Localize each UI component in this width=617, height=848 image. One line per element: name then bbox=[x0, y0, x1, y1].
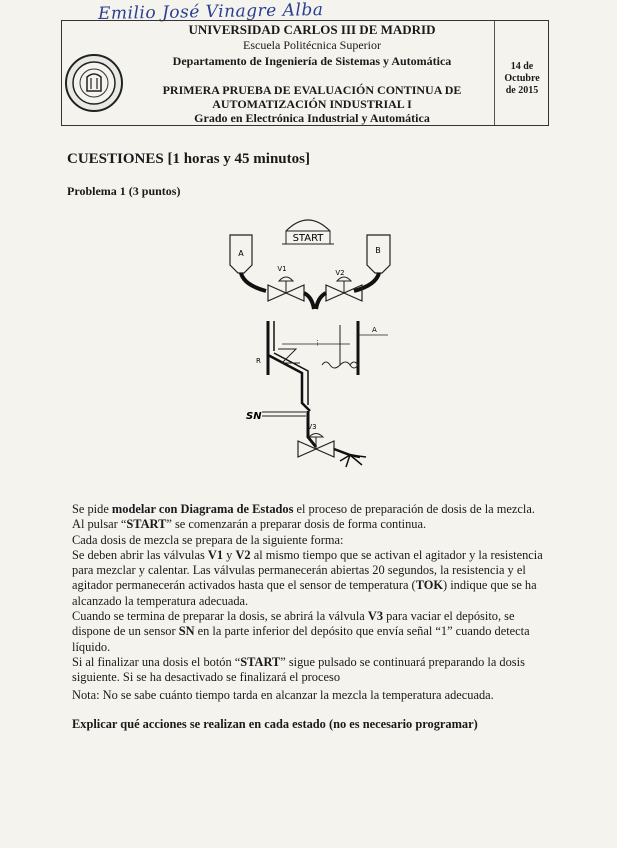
date-year: de 2015 bbox=[505, 85, 539, 96]
text-run: Cada dosis de mezcla se prepara de la siguiente forma: bbox=[72, 532, 344, 547]
exam-header bbox=[61, 20, 549, 126]
svg-text:⋮: ⋮ bbox=[314, 339, 321, 347]
sensor-sn bbox=[246, 411, 306, 422]
section-title: CUESTIONES [1 horas y 45 minutos] bbox=[67, 151, 310, 167]
bold-text-run: START bbox=[126, 517, 167, 532]
text-run: el proceso de preparación de dosis de la mezcla. bbox=[293, 502, 535, 516]
text-run: para vaciar el depósito, se dispone de un sensor bbox=[72, 609, 515, 639]
valve-v2-label: V2 bbox=[335, 269, 345, 277]
text-run: Cuando se termina de preparar la dosis, se abrirá la válvula bbox=[72, 609, 368, 624]
sensor-label: SN bbox=[246, 411, 262, 422]
valve-v2 bbox=[326, 269, 362, 301]
statement-paragraph bbox=[72, 533, 550, 548]
date-month: Octubre bbox=[504, 73, 540, 84]
valve-v3 bbox=[298, 423, 334, 457]
tank-b bbox=[367, 235, 390, 273]
problem-title: Problema 1 (3 puntos) bbox=[67, 184, 181, 198]
bold-text-run: V1 bbox=[207, 547, 224, 562]
university-name: UNIVERSIDAD CARLOS III DE MADRID bbox=[188, 22, 436, 37]
bold-text-run: TOK bbox=[415, 578, 444, 593]
text-run: y bbox=[223, 547, 236, 562]
mixing-tank bbox=[268, 321, 388, 411]
university-seal-icon bbox=[64, 53, 124, 113]
start-button-symbol bbox=[282, 220, 334, 244]
statement-paragraph bbox=[72, 655, 550, 686]
text-run: Al pulsar “ bbox=[72, 517, 127, 532]
valve-v3-label: V3 bbox=[307, 423, 317, 431]
agitator bbox=[314, 325, 358, 368]
valve-v1 bbox=[268, 265, 304, 301]
agitator-label: A bbox=[372, 326, 377, 334]
process-diagram bbox=[222, 205, 422, 470]
bold-text-run: V2 bbox=[235, 547, 251, 562]
bold-text-run: V3 bbox=[367, 609, 384, 624]
closing-instruction: Explicar qué acciones se realizan en cada estado (no es necesario programar) bbox=[72, 717, 478, 731]
degree-name: Grado en Electrónica Industrial y Automática bbox=[194, 111, 430, 125]
school-name: Escuela Politécnica Superior bbox=[243, 38, 381, 52]
resistor-label: R bbox=[256, 357, 261, 365]
text-run: Si al finalizar una dosis el botón “ bbox=[72, 654, 241, 669]
bold-text-run: modelar con Diagrama de Estados bbox=[111, 502, 294, 516]
statement-paragraph bbox=[72, 548, 550, 609]
valve-v1-label: V1 bbox=[277, 265, 287, 273]
resistor-r bbox=[256, 349, 300, 365]
statement-paragraph bbox=[72, 517, 550, 532]
tank-b-label: B bbox=[375, 246, 381, 255]
text-run: ” se comenzarán a preparar dosis de forma continua. bbox=[166, 517, 427, 532]
text-run: ” sigue pulsado se continuará preparando la dosis siguiente. Si se ha desactivado se finalizará el proceso bbox=[72, 654, 525, 685]
exam-title-line2: AUTOMATIZACIÓN INDUSTRIAL I bbox=[212, 97, 412, 111]
statement-paragraph bbox=[72, 502, 550, 517]
bold-text-run: START bbox=[240, 654, 281, 669]
exam-date bbox=[496, 61, 548, 97]
text-run: al mismo tiempo que se activan el agitador y la resistencia para mezclar y calentar. Las válvulas permanecerán abiertas 20 segundos, la resistencia y el agitador permanecerán activados hasta que el sensor de temperatura ( bbox=[72, 547, 543, 593]
note-text: Nota: No se sabe cuánto tiempo tarda en alcanzar la mezcla la temperatura adecuada. bbox=[72, 688, 494, 702]
handwritten-student-name: Emilio José Vinagre Alba bbox=[97, 0, 324, 24]
statement-paragraph bbox=[72, 609, 550, 655]
bold-text-run: SN bbox=[178, 624, 195, 639]
text-run: Se deben abrir las válvulas bbox=[72, 547, 208, 562]
tank-a bbox=[230, 235, 252, 273]
start-label: START bbox=[292, 233, 324, 244]
problem-statement bbox=[72, 502, 550, 686]
department-name: Departamento de Ingeniería de Sistemas y Automática bbox=[172, 54, 452, 68]
exam-title-line1: PRIMERA PRUEBA DE EVALUACIÓN CONTINUA DE bbox=[162, 83, 462, 97]
text-run: ) indique que se ha alcanzado la temperatura adecuada. bbox=[72, 578, 537, 608]
date-day: 14 de bbox=[510, 61, 534, 72]
tank-a-label: A bbox=[238, 249, 244, 258]
text-run: en la parte inferior del depósito que envía señal “1” cuando detecta líquido. bbox=[72, 624, 530, 654]
text-run: Se pide bbox=[72, 502, 112, 516]
header-divider bbox=[494, 21, 495, 125]
